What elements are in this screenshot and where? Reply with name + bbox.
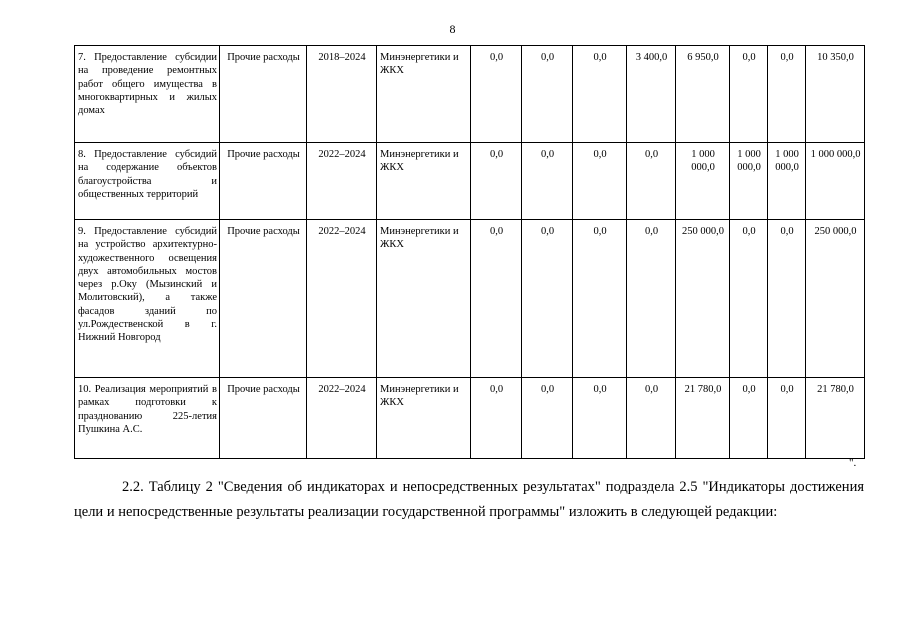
measure-name-cell: 10. Реализация мероприятий в рамках подготовки к празднованию 225-летия Пушкина А.С.: [75, 378, 220, 459]
amount-cell: 0,0: [627, 378, 676, 459]
amount-cell: 0,0: [522, 220, 573, 378]
measure-name-cell: 7. Предоставление субсидии на проведение ремонтных работ общего имущества в многоквартирных и жилых домах: [75, 46, 220, 143]
executor-cell: Минэнергетики и ЖКХ: [377, 378, 471, 459]
table-row: [75, 378, 865, 459]
amount-cell: 0,0: [522, 378, 573, 459]
amendment-paragraph: 2.2. Таблицу 2 "Сведения об индикаторах и непосредственных результатах" подраздела 2.5 "Индикаторы достижения цели и непосредственные результаты реализации государственной программы" изложить в следующей редакции:: [74, 479, 864, 520]
amount-cell: 10 350,0: [806, 46, 865, 143]
page-number: 8: [449, 22, 456, 36]
budget-table: [74, 45, 865, 459]
executor-cell: Минэнергетики и ЖКХ: [377, 220, 471, 378]
closing-quote: ".: [849, 457, 857, 469]
period-cell: 2022–2024: [307, 378, 377, 459]
executor-cell: Минэнергетики и ЖКХ: [377, 46, 471, 143]
amount-cell: 0,0: [573, 378, 627, 459]
amount-cell: 0,0: [471, 46, 522, 143]
amount-cell: 250 000,0: [676, 220, 730, 378]
amount-cell: 1 000 000,0: [730, 143, 768, 220]
amount-cell: 0,0: [573, 46, 627, 143]
amount-cell: 250 000,0: [806, 220, 865, 378]
amount-cell: 0,0: [471, 220, 522, 378]
measure-name-cell: 8. Предоставление субсидий на содержание объектов благоустройства и общественных территорий: [75, 143, 220, 220]
amount-cell: 0,0: [573, 220, 627, 378]
table-row: [75, 143, 865, 220]
expense-type-cell: Прочие расходы: [220, 220, 307, 378]
period-cell: 2018–2024: [307, 46, 377, 143]
amount-cell: 6 950,0: [676, 46, 730, 143]
amount-cell: 21 780,0: [806, 378, 865, 459]
amount-cell: 1 000 000,0: [768, 143, 806, 220]
expense-type-cell: Прочие расходы: [220, 143, 307, 220]
table-row: [75, 220, 865, 378]
period-cell: 2022–2024: [307, 143, 377, 220]
amount-cell: 0,0: [471, 378, 522, 459]
executor-cell: Минэнергетики и ЖКХ: [377, 143, 471, 220]
amount-cell: 0,0: [730, 46, 768, 143]
expense-type-cell: Прочие расходы: [220, 378, 307, 459]
amount-cell: 0,0: [522, 143, 573, 220]
table-body: [75, 46, 865, 459]
period-cell: 2022–2024: [307, 220, 377, 378]
amount-cell: 0,0: [627, 220, 676, 378]
amount-cell: 0,0: [471, 143, 522, 220]
amount-cell: 0,0: [768, 378, 806, 459]
amount-cell: 0,0: [730, 378, 768, 459]
amount-cell: 0,0: [522, 46, 573, 143]
amount-cell: 1 000 000,0: [806, 143, 865, 220]
amount-cell: 1 000 000,0: [676, 143, 730, 220]
amount-cell: 0,0: [573, 143, 627, 220]
amount-cell: 21 780,0: [676, 378, 730, 459]
amount-cell: 0,0: [627, 143, 676, 220]
expense-type-cell: Прочие расходы: [220, 46, 307, 143]
amount-cell: 3 400,0: [627, 46, 676, 143]
measure-name-cell: 9. Предоставление субсидий на устройство архитектурно-художественного освещения двух автомобильных мостов через р.Оку (Мызинский и Молитовский), а также фасадов зданий по ул.Рождественской в г. Нижний Новгород: [75, 220, 220, 378]
amount-cell: 0,0: [768, 46, 806, 143]
table-row: [75, 46, 865, 143]
amount-cell: 0,0: [730, 220, 768, 378]
amount-cell: 0,0: [768, 220, 806, 378]
